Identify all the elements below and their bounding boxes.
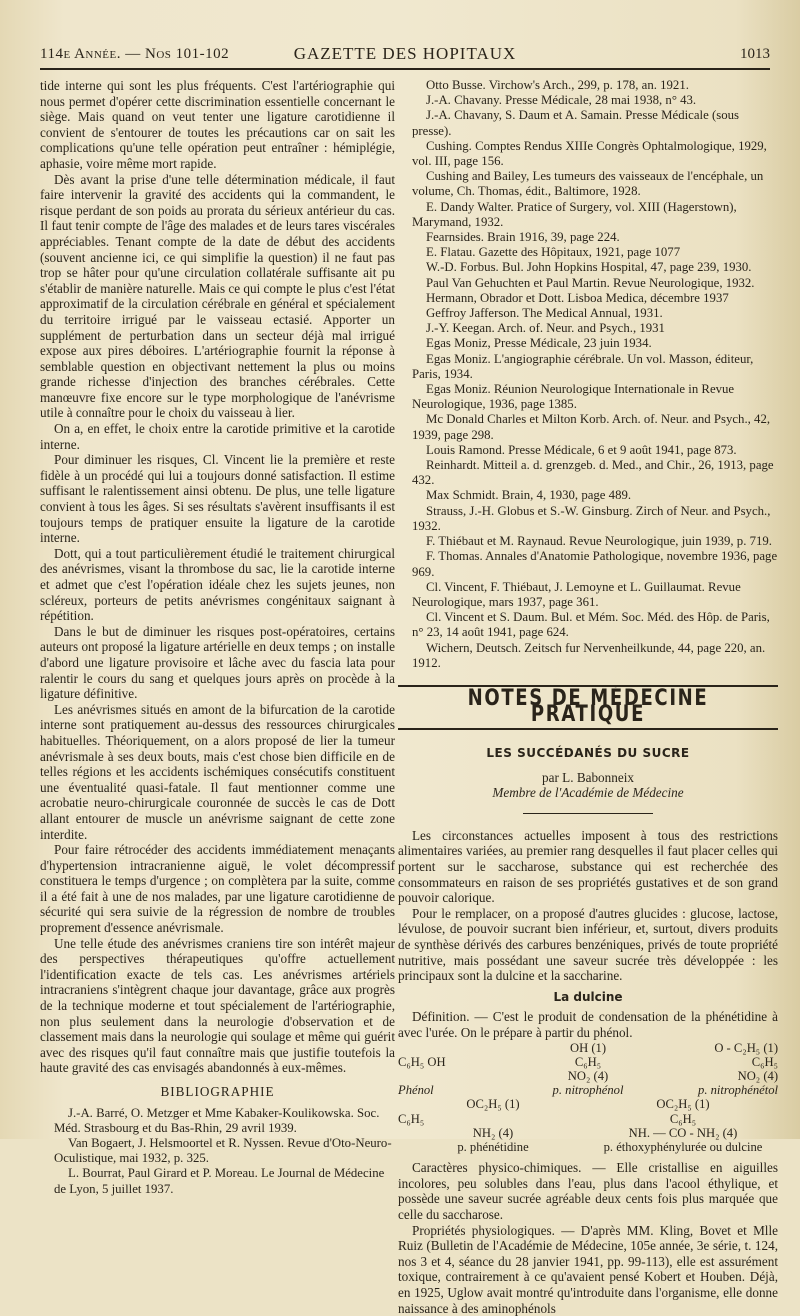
- bibliography-entry: W.-D. Forbus. Bul. John Hopkins Hospital, 47, page 239, 1930.: [426, 260, 752, 275]
- paragraph: Pour le remplacer, on a proposé d'autres glucides : glucose, lactose, lévulose, de pouvoir sucrant bien inférieur, et, surtout, divers produits de synthèse dérivés des carbures benzéniques, privés de toute propriété nutritive, mais possédant une saveur sucrée très développée : les principaux sont la dulcine et la saccharine.: [398, 905, 778, 984]
- left-column: [40, 78, 395, 1197]
- bibliography-entry: Hermann, Obrador et Dott. Lisboa Medica, décembre 1937: [426, 290, 729, 305]
- bibliography-entry: L. Bourrat, Paul Girard et P. Moreau. Le Journal de Médecine de Lyon, 5 juillet 1937.: [54, 1166, 385, 1196]
- bibliography-entry: Max Schmidt. Brain, 4, 1930, page 489.: [426, 488, 632, 503]
- chem-label: OH (1): [569, 1040, 607, 1055]
- chem-label: p. phénétidine: [457, 1140, 529, 1155]
- paragraph: tide interne qui sont les plus fréquents. C'est l'artériographie qui nous permet d'opérer cette discrimination essentielle concernant le siège. Mais quand on veut tenter une ligature carotidienne il convient de s'entourer de toutes les précautions car on sait les complications qu'une telle opération peut entraîner : hémiplégie, aphasie, voire même mort rapide.: [40, 78, 395, 171]
- article-author: par L. Babonneix: [542, 769, 634, 785]
- bibliography-entry: Geffroy Jafferson. The Medical Annual, 1931.: [426, 306, 663, 321]
- paragraph: Les circonstances actuelles imposent à tous des restrictions alimentaires variées, au premier rang desquelles il faut placer celles qui portent sur le saccharose, substance qui est recherchée des consommateurs en raison de ses propriétés gustatives et de son grand pouvoir calorique.: [398, 827, 778, 906]
- section-title: NOTES DE MÉDECINE PRATIQUE: [467, 685, 709, 727]
- paragraph: Dès avant la prise d'une telle détermination médicale, il faut faire intervenir la gravité des accidents qui la commandent, le risque perdant de son poids au prorata du sérieux antérieur du cas. Il faut tenir compte de l'âge des malades et de leurs tares viscérales appréciables. Tenant compte de la date de début des accidents (souvent ancienne ici, ce qui simplifie la question) il ne faut pas trop se hâter pour qu'une circulation collatérale suffisante ait pu s'établir de manière naturelle. Mais ce qui compte le plus c'est l'état approximatif de la circulation cérébrale en général et spécialement du territoire irrigué par le vaisseau ectasié. Apporter un supplément de perturbation dans un secteur déjà mal irrigué expose aux pires déboires. L'artériographie fournit la réponse à semblable question en objectivant nettement la plus ou moins grande richesse d'injection des branches cérébrales. Cette manœuvre fixe encore sur le type morphologique de l'anévrisme utile à connaître pour le choix du vaisseau à lier.: [40, 171, 396, 421]
- chem-label: p. éthoxyphénylurée ou dulcine: [603, 1140, 763, 1155]
- bibliography-entry: J.-A. Chavany. Presse Médicale, 28 mai 1938, n° 43.: [426, 93, 697, 108]
- paragraph: Caractères physico-chimiques. — Elle cristallise en aiguilles incolores, peu solubles dans l'eau, plus dans l'acool éthylique, et possède une saveur sucrée agréable deux cents fois plus marquée que celle du saccharose.: [398, 1160, 778, 1223]
- chem-label: O - C₂H₅ (1): [714, 1040, 779, 1055]
- subsection-heading: La dulcine: [553, 989, 623, 1004]
- paragraph: Dans le but de diminuer les risques post-opératoires, certains auteurs ont proposé la ligature artérielle en deux temps ; on installe d'abord une ligature provisoire et lâche avec du fascia lata pour ralentir le cours du sang et quelques jours après on procède à la ligature définitive.: [40, 623, 395, 702]
- article-title: LES SUCCÉDANÉS DU SUCRE: [486, 746, 690, 761]
- chem-label: OC₂H₅ (1): [466, 1097, 520, 1112]
- bibliography-entry: Cushing. Comptes Rendus XIIIe Congrès Ophtalmologique, 1929, vol. III, page 156.: [412, 138, 767, 169]
- bibliography-entry: J.-A. Barré, O. Metzger et Mme Kabaker-Koulikowska. Soc. Méd. Strasbourg et du Bas-Rhin, 29 avril 1939.: [54, 1105, 380, 1135]
- bibliography-entry: Egas Moniz. L'angiographie cérébrale. Un vol. Masson, éditeur, Paris, 1934.: [412, 351, 754, 381]
- journal-title: GAZETTE DES HOPITAUX: [293, 44, 517, 63]
- issue-label: 114e Année. — Nos 101-102: [40, 46, 230, 62]
- bibliography-entry: Paul Van Gehuchten et Paul Martin. Revue Neurologique, 1932.: [426, 275, 755, 290]
- paragraph: Définition. — C'est le produit de condensation de la phénétidine à avec l'urée. On le prépare à partir du phénol.: [398, 1009, 778, 1041]
- bibliography-entry: Fearnsides. Brain 1916, 39, page 224.: [426, 230, 620, 245]
- bibliography-entry: Cushing and Bailey, Les tumeurs des vaisseaux de l'encéphale, un volume, Ch. Thomas, édit., Baltimore, 1928.: [412, 169, 764, 199]
- chem-label: C₆H₅: [574, 1054, 602, 1069]
- chem-label: C₆H₅: [669, 1111, 697, 1126]
- bibliography-entry: F. Thomas. Annales d'Anatomie Pathologique, novembre 1936, page 969.: [412, 549, 778, 579]
- page-header: [40, 40, 770, 70]
- bibliography-entry: Otto Busse. Virchow's Arch., 299, p. 178, an. 1921.: [426, 78, 689, 92]
- bibliography-entry: E. Flatau. Gazette des Hôpitaux, 1921, page 1077: [426, 245, 681, 260]
- bibliography-entry: Reinhardt. Mitteil a. d. grenzgeb. d. Med., and Chir., 26, 1913, page 432.: [412, 458, 774, 488]
- chemical-scheme: [398, 1041, 778, 1155]
- chem-label: C₆H₅ OH: [398, 1054, 446, 1069]
- chem-label: NO₂ (4): [737, 1069, 779, 1084]
- bibliography-entry: Louis Ramond. Presse Médicale, 6 et 9 août 1941, page 873.: [426, 442, 737, 457]
- bibliography-entry: Cl. Vincent et S. Daum. Bul. et Mém. Soc. Méd. des Hôp. de Paris, n° 23, 14 août 1941, page 624.: [412, 610, 770, 640]
- bibliography-entry: E. Dandy Walter. Pratice of Surgery, vol. XIII (Hagerstown), Marymand, 1932.: [412, 199, 737, 229]
- bibliography-entry: Strauss, J.-H. Globus et S.-W. Ginsburg. Zirch of Neur. and Psych., 1932.: [412, 503, 771, 533]
- chem-label: C₆H₅: [398, 1111, 425, 1126]
- article-affiliation: Membre de l'Académie de Médecine: [492, 785, 684, 801]
- chem-label: C₆H₅: [751, 1054, 779, 1069]
- chem-label: p. nitrophénétol: [698, 1083, 779, 1098]
- bibliography-entry: J.-A. Chavany, S. Daum et A. Samain. Presse Médicale (sous presse).: [412, 108, 739, 138]
- bibliography-heading: BIBLIOGRAPHIE: [160, 1084, 275, 1099]
- section-banner: [398, 685, 778, 730]
- paragraph: Une telle étude des anévrismes craniens tire son intérêt majeur des perspectives thérapeutiques qu'offre actuellement l'identification exacte de tels cas. Les anévrismes artériels intracraniens s'intègrent chaque jour davantage, grâce aux progrès de la technique moderne et tout spécialement de l'artériographie, non plus seulement dans la neurologie d'observation et de classement mais dans la neurologie qui soulage et même qui guérit avec des risques qu'il faut connaître mais que justifie toutefois la haute gravité des cas envisagés abandonnés à eux-mêmes.: [40, 935, 395, 1076]
- bibliography-entry: Cl. Vincent, F. Thiébaut, J. Lemoyne et L. Guillaumat. Revue Neurologique, mars 1937, page 361.: [412, 579, 741, 609]
- chem-label: Phénol: [398, 1083, 434, 1098]
- chem-label: NO₂ (4): [567, 1069, 609, 1084]
- bibliography-entry: Mc Donald Charles et Milton Korb. Arch. of. Neur. and Psych., 42, 1939, page 298.: [412, 412, 771, 442]
- chem-label: p. nitrophénol: [552, 1083, 624, 1098]
- paragraph: Pour faire rétrocéder des accidents immédiatement menaçants d'hypertension intracranienne aiguë, le volet décompressif constituera le temps d'urgence ; on complètera par la suite, comme il a été fait à une de nos malades, par une ligature carotidienne de sécurité qui sera suivie de la régression de nombre de troubles proprement d'essence anévrismale.: [40, 842, 395, 936]
- bibliography-entry: Wichern, Deutsch. Zeitsch fur Nervenheilkunde, 44, page 220, an. 1912.: [412, 640, 766, 670]
- bibliography-list: [398, 78, 778, 671]
- paragraph: Pour diminuer les risques, Cl. Vincent lie la première et reste fidèle à un procédé qui lui a toujours donné satisfaction. Il estime suffisant le ralentissement ainsi obtenu. De plus, une telle ligature convient à tous les âges. Si ses résultats s'avèrent insuffisants il est toujours temps de pratiquer ensuite la ligature de la carotide interne.: [40, 452, 395, 546]
- paragraph: Les anévrismes situés en amont de la bifurcation de la carotide interne sont pratiquement au-dessus des ressources chirurgicales habituelles. Théoriquement, on a alors proposé de lier la tumeur anévrismale à ses deux bouts, mais c'est chose bien difficile en de telles régions et les accidents ischémiques consécutifs constituent une éventualité quasi-fatale. Il faut mentionner comme une acrobatie neuro-chirurgicale couronnée de succès le cas de Dott allant entourer de muscle un anévrisme saignant de cette zone interdite.: [40, 701, 395, 842]
- right-column: [398, 78, 778, 1316]
- bibliography-entry: Egas Moniz. Réunion Neurologique Internationale in Revue Neurologique, 1936, page 1385.: [412, 382, 735, 412]
- divider: [523, 813, 653, 814]
- page-number: 1013: [740, 46, 770, 62]
- bibliography-entry: J.-Y. Keegan. Arch. of. Neur. and Psych., 1931: [426, 321, 665, 336]
- bibliography-entry: F. Thiébaut et M. Raynaud. Revue Neurologique, juin 1939, p. 719.: [426, 534, 772, 549]
- bibliography-entry: Van Bogaert, J. Helsmoortel et R. Nyssen. Revue d'Oto-Neuro-Oculistique, mai 1932, p. 325.: [54, 1136, 392, 1166]
- paragraph: Dott, qui a tout particulièrement étudié le traitement chirurgical des anévrismes, visant la thrombose du sac, lie la carotide interne et admet que c'est l'opération idéale chez les sujets jeunes, non scléreux, porteurs de petits anévrismes congénitaux saignant à répétition.: [40, 545, 395, 624]
- paragraph: Propriétés physiologiques. — D'après MM. Kling, Bovet et Mlle Ruiz (Bulletin de l'Académie de Médecine, 105e année, 3e série, t. 124, nos 3 et 4, séance du 28 janvier 1941, pp. 99-113), elle est assurément toxique, contrairement à ce qu'avaient pensé Kobert et Houben. Déjà, en 1925, Uglow avait montré qu'introduite dans l'organisme, elle donne naissance à des aminophénols: [398, 1222, 778, 1316]
- chem-label: OC₂H₅ (1): [656, 1097, 710, 1112]
- bibliography-entry: Egas Moniz, Presse Médicale, 23 juin 1934.: [426, 336, 652, 351]
- chem-label: NH. — CO - NH₂ (4): [628, 1125, 738, 1140]
- paragraph: On a, en effet, le choix entre la carotide primitive et la carotide interne.: [40, 421, 395, 452]
- chem-label: NH₂ (4): [472, 1125, 514, 1140]
